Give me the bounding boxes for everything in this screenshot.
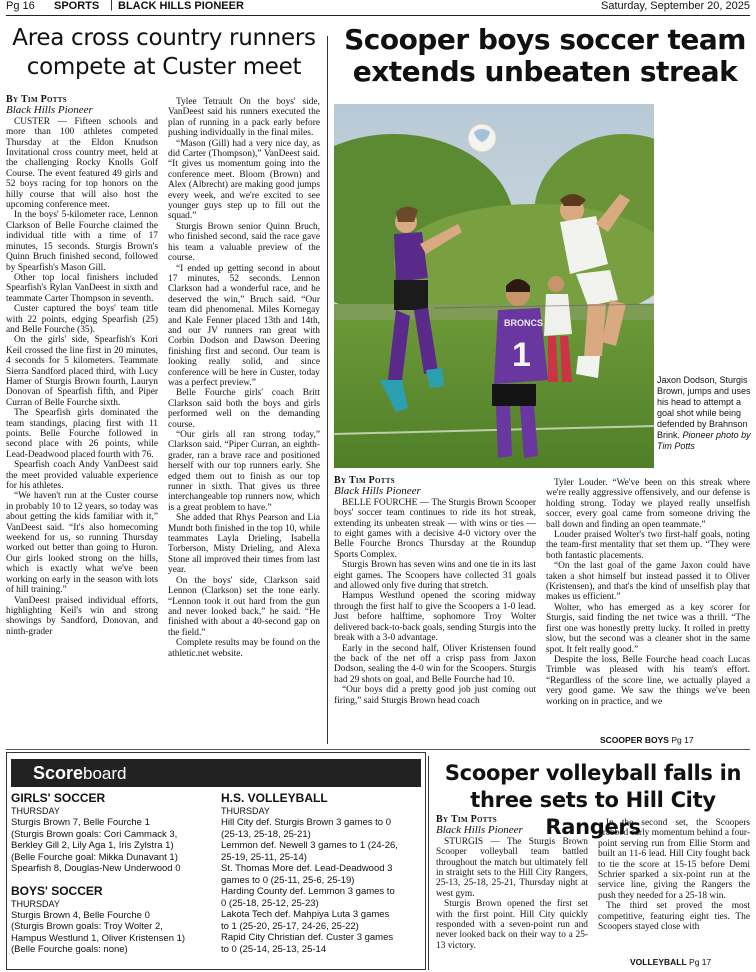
result-line: 25-19, 25-11, 25-14) <box>221 851 307 863</box>
page-number: Pg 16 <box>6 0 35 12</box>
result-line: (Sturgis Brown goals: Troy Wolter 2, <box>11 921 163 932</box>
results-title: H.S. VOLLEYBALL <box>221 791 328 805</box>
scoreboard-title-bold: Score <box>33 763 84 783</box>
volleyball-headline-line: three sets to Hill City Rangers <box>470 788 716 839</box>
volleyball-text <box>436 837 588 951</box>
results-lines <box>11 817 221 875</box>
result-line: St. Thomas More def. Lead-Deadwood 3 <box>221 863 393 874</box>
column-divider <box>327 36 328 744</box>
results-title: BOYS' SOCCER <box>11 883 103 898</box>
volleyball-text <box>598 818 750 932</box>
result-line: (Sturgis Brown goals: Cori Cammack 3, <box>11 828 178 840</box>
xc-headline-line: compete at Custer meet <box>26 54 302 80</box>
results-day: THURSDAY <box>11 898 60 909</box>
paragraph: Sturgis Brown opened the first set with the first point. Hill City quickly responded with a seven-point run and never looked back on their way to a 25-13 victory. <box>436 899 588 951</box>
xc-byline: By Tim Potts <box>6 95 67 105</box>
paragraph: On the boys' side, Clarkson said Lennon (Clarkson) set the tone early. “Lennon took it out hard from the gun and never looked back,” he said. “He finished with about a 40-second gap on the field.” <box>168 575 320 638</box>
jump-label: SCOOPER BOYS <box>600 735 669 745</box>
scoreboard-title-light: board <box>83 764 127 783</box>
result-line: (25-13, 25-18, 25-21) <box>221 828 311 840</box>
paragraph: “Mason (Gill) had a very nice day, as did Carter (Thompson),” VanDeest said. “It gives us momentum going into the conference meet. Bloom (Brown) and Alex (Albrecht) are making good jumps every week, and we're excited to see younger guys step up to fill out the squad.” <box>168 138 320 222</box>
result-line: Sturgis Brown 7, Belle Fourche 1 <box>11 817 150 828</box>
soccer-jump-line[interactable] <box>600 735 694 745</box>
paragraph: Hampus Westlund opened the scoring midway through the first half to give the Scoopers a 1-0 lead. Just before halftime, sophomore Troy Wolter delivered back-to-back goals, sending Sturgis into the break with a 3-0 advantage. <box>334 591 536 644</box>
paragraph: “I ended up getting second in about 17 minutes, 52 seconds. Lennon Clarkson had a wonderful race, and he deserved the win,” Bruch said. “Our team did phenomenal. Miles Kornegay and Kale Fenner placed 13th and 14th, and our JV runners ran great with Corbin Dodson and Dawson Deering finishing first and second. Our team is looking really solid, and since conference will be here in Custer, today was a perfect preview.” <box>168 263 320 388</box>
soccer-column-2 <box>546 478 750 733</box>
volleyball-column-1 <box>436 815 588 967</box>
result-line: Hill City def. Sturgis Brown 3 games to 0 <box>221 817 392 828</box>
paragraph: Tylee Tetrault On the boys' side, VanDeest said his runners executed the plan of running in a pack early before pushing individually in the final miles. <box>168 97 320 139</box>
result-line: Lemmon def. Newell 3 games to 1 (24-26, <box>221 840 398 851</box>
result-line: (Belle Fourche goal: Mikka Dunavant 1) <box>11 851 178 863</box>
jump-page: Pg 17 <box>671 735 694 745</box>
xc-column-2 <box>168 97 320 745</box>
paragraph: The Spearfish girls dominated the team standings, placing first with 11 points. Belle Fourche followed in second place with 26 points, while Lead-Deadwood placed fourth with 76. <box>6 408 158 460</box>
paragraph: Early in the second half, Oliver Kristensen found the back of the net off a crisp pass from Jaxon Dodson, sealing the 4-0 win for the Scoopers. Sturgis had 29 shots on goal, and Belle Fourche had 10. <box>334 643 536 685</box>
xc-text <box>6 117 158 637</box>
page-header <box>6 0 750 14</box>
paragraph: CUSTER — Fifteen schools and more than 100 athletes competed Thursday at the Eldon Knudson Invitational cross country meet, held at the challenging Rocky Knolls Golf Course. The event featured 49 girls and 52 boys racing for top honors on the hilly course that will also host the upcoming conference meet. <box>6 116 158 211</box>
column-divider <box>428 756 429 970</box>
results-title: GIRLS' SOCCER <box>11 791 106 805</box>
results-day: THURSDAY <box>11 806 60 816</box>
soccer-photo-illustration <box>334 104 654 468</box>
paragraph: “We haven't run at the Custer course in probably 10 to 12 years, so today was about getting the kids familiar with it,” VanDeest said. “It's also homecoming weekend for us, so running Thursday worked out better than going to Huron. Our girls looked strong on the hills, which is exactly what we've been working on early in the season with lots of hill training.” <box>6 491 158 596</box>
result-line: 0 (25-18, 25-12, 25-23) <box>221 897 319 909</box>
paragraph: Other top local finishers included Spearfish's Rylan VanDeest in sixth and teammate Carter Thompson in seventh. <box>6 272 158 304</box>
paragraph: Despite the loss, Belle Fourche head coach Lucas Trimble was pleased with his team's effort. “Regardless of the score line, we actually played a very good game. We saw the things we've been working on in practice, and we <box>546 654 750 707</box>
paragraph: Belle Fourche girls' coach Britt Clarkson said both the boys and girls performed well on the demanding course. <box>168 388 320 430</box>
xc-headline <box>8 24 320 82</box>
paragraph: “Our boys did a pretty good job just coming out firing,” said Sturgis Brown head coach <box>334 685 536 706</box>
jump-label: VOLLEYBALL <box>630 957 687 967</box>
paragraph: Custer captured the boys' team title with 22 points, edging Spearfish (25) and Belle Fourche (35). <box>6 304 158 335</box>
result-line: Spearfish 8, Douglas-New Underwood 0 <box>11 863 181 874</box>
result-line: Berkley Gill 2, Lily Aga 1, Iris Zylstra 1) <box>11 840 174 851</box>
photo-credit: Pioneer photo by Tim Potts <box>657 430 751 451</box>
result-line: Hampus Westlund 1, Oliver Kristensen 1) <box>11 932 186 944</box>
jump-page: Pg 17 <box>689 957 712 967</box>
volleyball-byline: By Tim Potts <box>436 815 497 825</box>
result-line: to 1 (25-20, 25-17, 24-26, 25-22) <box>221 920 359 932</box>
soccer-outlet: Black Hills Pioneer <box>334 485 421 498</box>
volleyball-outlet: Black Hills Pioneer <box>436 824 523 837</box>
paragraph: On the girls' side, Spearfish's Kori Keil crossed the line first in 20 minutes, 4 seconds for 5 kilometers. Teammate Sierra Sandford placed third, with Lucy Hamer of Sturgis Brown fourth, Lauryn Donovan of Spearfish fifth, and Piper Curran of Belle Fourche sixth. <box>6 335 158 408</box>
result-line: Sturgis Brown 4, Belle Fourche 0 <box>11 909 150 921</box>
volleyball-jump-line[interactable] <box>630 957 711 967</box>
paragraph: Tyler Louder. “We've been on this streak where we're really aggressive offensively, and our defense is holding strong. Today we played really unselfish soccer, every goal came from someone driving the ball down and finding an open teammate.” <box>546 478 750 530</box>
publication-name: BLACK HILLS PIONEER <box>118 0 244 12</box>
soccer-text <box>334 498 536 706</box>
paragraph: Louder praised Wolter's two first-half goals, noting the team-first mentality that set them up. “They were both fantastic placements. <box>546 530 750 561</box>
result-line: Rapid City Christian def. Custer 3 games <box>221 932 394 943</box>
soccer-text <box>546 478 750 707</box>
xc-outlet: Black Hills Pioneer <box>6 104 93 117</box>
result-line: Lakota Tech def. Mahpiya Luta 3 games <box>221 909 390 920</box>
volleyball-results <box>221 791 425 955</box>
jersey-text: BRONCS <box>504 318 544 328</box>
soccer-column-1 <box>334 476 536 744</box>
paragraph: In the second set, the Scoopers grabbed early momentum behind a four-point serving run from Ellie Storm and built an 11-6 lead. Hill City fought back to tie the score at 15-15 before Demi Schrier sparked a six-point run at the service line, giving the Rangers the push they needed for a 25-18 win. <box>598 818 750 901</box>
soccer-photo <box>334 104 654 468</box>
photo-caption <box>657 375 753 452</box>
scoreboard-title-bar <box>11 759 421 787</box>
paragraph: The third set proved the most competitive, featuring eight ties. The Scoopers stayed close with <box>598 901 750 933</box>
paragraph: In the boys' 5-kilometer race, Lennon Clarkson of Belle Fourche claimed the individual title with a time of 17 minutes, 15 seconds. Sturgis Brown's Quinn Bruch finished second, followed by Spearfish's Mason Gill. <box>6 210 158 273</box>
result-line: Harding County def. Lemmon 3 games to <box>221 886 395 897</box>
results-day: THURSDAY <box>221 806 270 816</box>
caption-text: Jaxon Dodson, Sturgis Brown, jumps and uses his head to attempt a goal shot while being defended by Brahnson Brink. <box>657 375 751 440</box>
girls-soccer-results <box>11 791 221 956</box>
paragraph: “On the last goal of the game Jaxon could have taken a shot himself but instead passed it to Oliver (Kristensen), and that's the kind of unselfish play that makes us efficient.” <box>546 561 750 603</box>
paragraph: Sturgis Brown senior Quinn Bruch, who finished second, said the race gave his team a valuable preview of the course. <box>168 221 320 264</box>
xc-column-1 <box>6 95 158 745</box>
soccer-headline-line: Scooper boys soccer team <box>344 23 746 56</box>
jersey-number: 1 <box>512 336 531 374</box>
header-separator: | <box>110 0 113 11</box>
soccer-headline-line: extends unbeaten streak <box>352 55 738 88</box>
paragraph: “Our girls all ran strong today,” Clarkson said. “Piper Curran, an eighth-grader, ran a brave race and positioned herself with our top runners early. She edged them out to finish as our top runner in sixth. That gives us three interchangeable top runners now, which is a great problem to have.” <box>168 430 320 513</box>
soccer-headline <box>340 24 750 88</box>
paragraph: VanDeest praised individual efforts, highlighting Keil's win and strong showings by Sandford, Donovan, and ninth-grader <box>6 595 158 637</box>
section-rule <box>6 749 750 750</box>
result-line: to 0 (25-14, 25-13, 25-14 <box>221 943 327 955</box>
result-line: games to 0 (25-11, 25-6, 25-19) <box>221 874 355 886</box>
scoreboard-box <box>6 752 426 970</box>
results-lines <box>11 910 221 956</box>
results-lines <box>221 817 425 955</box>
paragraph: Wolter, who has emerged as a key scorer for Sturgis, said finding the net twice was a thrill. “The first one was honestly pretty lucky. It rolled in pretty slow, but the second was a cleaner shot in the same spot. It felt really good.” <box>546 602 750 655</box>
xc-text <box>168 97 320 659</box>
soccer-byline: By Tim Potts <box>334 476 395 486</box>
paragraph: She added that Rhys Pearson and Lia Mundt both finished in the top 10, while teammates Layla Drieling, Isabella Torberson, Misty Drieling, and Alexa Stone all improved their times from last year. <box>168 513 320 576</box>
volleyball-column-2 <box>598 818 750 954</box>
issue-date: Saturday, September 20, 2025 <box>600 0 750 12</box>
volleyball-headline-line: Scooper volleyball falls in <box>444 761 742 785</box>
paragraph: Sturgis Brown has seven wins and one tie in its last eight games. The Scoopers have collected 31 goals and allowed only five during that stretch. <box>334 560 536 592</box>
xc-headline-line: Area cross country runners <box>12 25 316 51</box>
section-name: SPORTS <box>54 0 100 12</box>
paragraph: Complete results may be found on the athletic.net website. <box>168 638 320 659</box>
header-rule <box>6 15 750 16</box>
paragraph: BELLE FOURCHE — The Sturgis Brown Scooper boys' soccer team continues to ride its hot streak, extending its unbeaten streak — with wins or ties — to eight games with a decisive 4-0 victory over the Belle Fourche Broncs Thursday at the Roundup Sports Complex. <box>334 497 536 560</box>
paragraph: STURGIS — The Sturgis Brown Scooper volleyball team battled throughout the match but ultimately fell in straight sets to the Hill City Rangers, 25-13, 25-18, 25-21, Thursday night at west gym. <box>436 836 588 899</box>
result-line: (Belle Fourche goals: none) <box>11 944 128 955</box>
paragraph: Spearfish coach Andy VanDeest said the meet provided valuable experience for his athletes. <box>6 460 158 492</box>
